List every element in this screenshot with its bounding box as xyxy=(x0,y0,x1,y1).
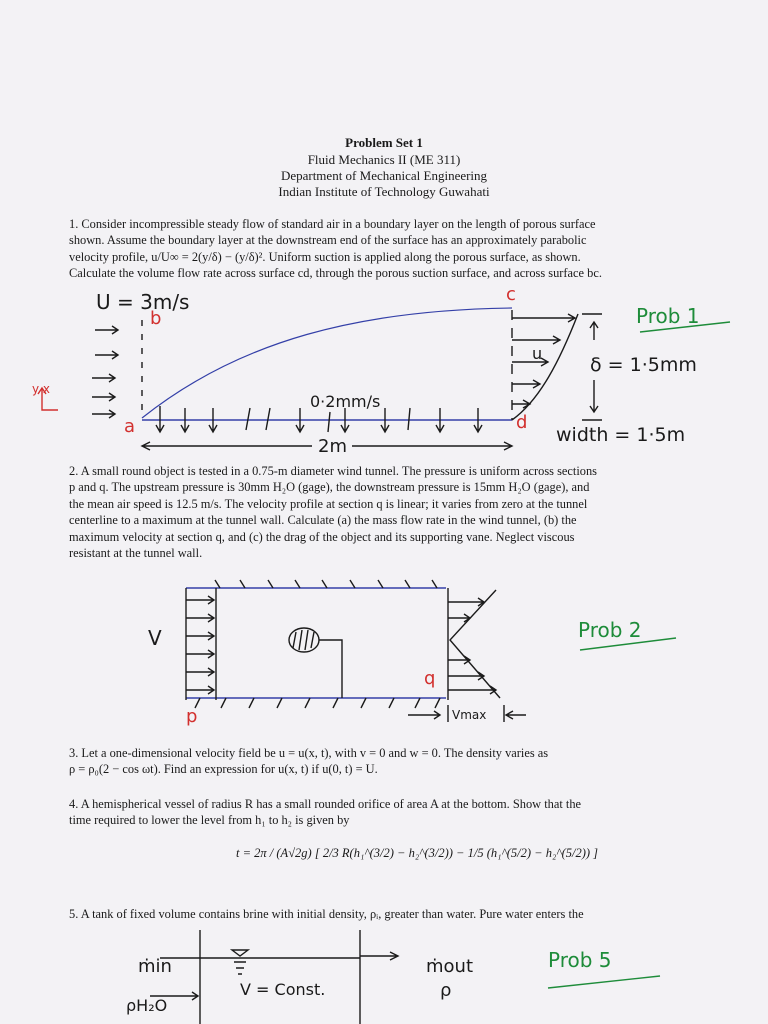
fig5-volume-constant: V = Const. xyxy=(240,980,326,999)
fig2-vmax-label: Vmax xyxy=(452,708,487,722)
text-line: 4. A hemispherical vessel of radius R has a small rounded orifice of area A at the bottom. Show that the xyxy=(69,797,582,811)
text-line: Calculate the volume flow rate across surface cd, through the porous suction surface, and across surface bc. xyxy=(69,266,602,281)
fig1-note: Prob 1 xyxy=(636,304,700,328)
figure-5 xyxy=(150,930,660,1024)
text-line: p and q. The upstream pressure is 30mm H₂O (gage), the downstream pressure is 15mm H₂O (gage), and xyxy=(69,480,590,495)
fig2-section-q: q xyxy=(424,668,436,689)
fig5-mass-in: ṁin xyxy=(138,956,172,977)
institute-name: Indian Institute of Technology Guwahati xyxy=(278,184,490,199)
fig1-width-label: width = 1·5m xyxy=(556,424,686,446)
text-line: shown. Assume the boundary layer at the downstream end of the surface has an approximately parabolic xyxy=(69,233,587,248)
text-line: time required to lower the level from h₁ to h₂ is given by xyxy=(69,813,350,828)
fig5-note: Prob 5 xyxy=(548,948,612,972)
fig1-axes-label: y x xyxy=(32,382,51,396)
fig1-point-a: a xyxy=(124,416,136,437)
text-line: 2. A small round object is tested in a 0.75-m diameter wind tunnel. The pressure is uniform across sections xyxy=(69,464,597,478)
text-line: the mean air speed is 12.5 m/s. The velocity profile at section q is linear; it varies from zero at the tunnel xyxy=(69,496,588,511)
fig2-note: Prob 2 xyxy=(578,618,642,642)
fig2-velocity-label: V xyxy=(148,626,162,650)
fig5-mass-out: ṁout xyxy=(426,956,474,977)
text-line: 1. Consider incompressible steady flow of standard air in a boundary layer on the length of porous surface xyxy=(69,217,596,231)
fig1-length-label: 2m xyxy=(318,436,347,457)
fig1-free-stream-label: U = 3m/s xyxy=(96,290,190,314)
fig1-suction-velocity: 0·2mm/s xyxy=(310,392,381,411)
fig1-u-profile: u xyxy=(532,344,543,363)
fig1-point-c: c xyxy=(506,284,516,305)
problem-set-title: Problem Set 1 xyxy=(345,135,423,150)
problem-4-equation: t = 2π / (A√2g) [ 2/3 R(h₁^(3/2) − h₂^(3/2)) − 1/5 (h₁^(5/2) − h₂^(5/2)) ] xyxy=(236,846,599,860)
inflow-arrows xyxy=(92,320,142,418)
course-name: Fluid Mechanics II (ME 311) xyxy=(307,152,461,167)
department-name: Department of Mechanical Engineering xyxy=(280,168,488,183)
text-line: maximum velocity at section q, and (c) the drag of the object and its supporting vane. Neglect viscous xyxy=(69,529,575,544)
fig5-density: ρ xyxy=(440,980,452,1001)
text-line: velocity profile, u/U∞ = 2(y/δ) − (y/δ)². Uniform suction is applied along the porous surface, as shown. xyxy=(69,249,581,264)
text-line: resistant at the tunnel wall. xyxy=(69,546,203,561)
text-line: ρ = ρ₀(2 − cos ωt). Find an expression for u(x, t) if u(0, t) = U. xyxy=(69,762,378,777)
figure-2 xyxy=(186,580,676,722)
text-line: centerline to a maximum at the tunnel wall. Calculate (a) the mass flow rate in the wind tunnel, (b) the xyxy=(69,513,577,528)
text-line: 5. A tank of fixed volume contains brine with initial density, ρᵢ, greater than water. Pure water enters the xyxy=(69,907,584,921)
fig5-water-density: ρH₂O xyxy=(126,996,168,1015)
fig1-point-d: d xyxy=(516,412,528,433)
fig1-delta-label: δ = 1·5mm xyxy=(590,354,697,376)
fig1-point-b: b xyxy=(150,308,162,329)
text-line: 3. Let a one-dimensional velocity field be u = u(x, t), with v = 0 and w = 0. The density varies as xyxy=(69,746,549,760)
fig2-section-p: p xyxy=(186,706,198,727)
